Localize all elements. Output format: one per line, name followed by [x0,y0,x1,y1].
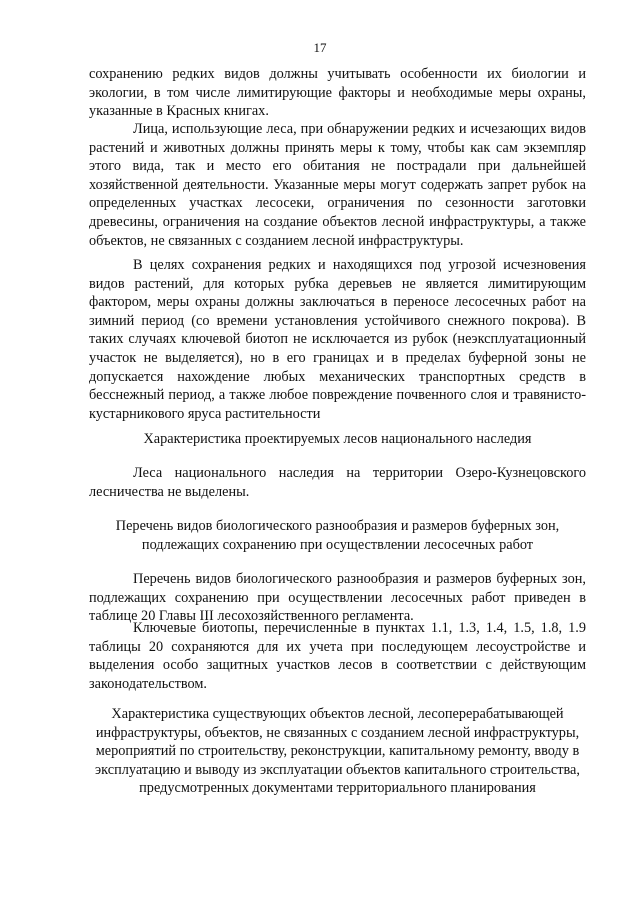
paragraph-winter-logging-measures: В целях сохранения редких и находящихся под угрозой исчезновения видов растений, для которых рубка деревьев не является лимитирующим фактором, меры охраны должны заключаться в переносе лесосечных работ на зимний период (со времени установления устойчивого снежного покрова). В таких случаях ключевой биотоп не исключается из рубок (неэксплуатационный участок не выделяется), но в его границах и в пределах буферной зоны не допускается нахождение любых механических транспортных средств в бесснежный период, а также любое повреждение почвенного слоя и травянисто-кустарникового яруса растительности [89,257,586,422]
heading-infrastructure-objects: Характеристика существующих объектов лесной, лесоперерабатывающей инфраструктуры, объектов, не связанных с созданием лесной инфраструктуры, мероприятий по строительству, реконструкции, капитальному ремонту, вводу в эксплуатацию и выводу из эксплуатации объектов капитального строительства, предусмотренных документами территориального планирования [95,706,580,797]
paragraph-forest-users-measures: Лица, использующие леса, при обнаружении редких и исчезающих видов растений и животных должны принять меры к тому, чтобы как сам экземпляр этого вида, так и место его обитания не пострадали при дальнейшей хозяйственной деятельности. Указанные меры могут содержать запрет рубок на определенных участках лесосеки, ограничения по сезонности заготовки древесины, ограничения на создание объектов лесной инфраструктуры, а также объектов, не связанных с созданием лесной инфраструктуры. [89,121,586,249]
paragraph-biodiversity-table-reference: Перечень видов биологического разнообразия и размеров буферных зон, подлежащих сохранению при осуществлении лесосечных работ приведен в таблице 20 Главы III лесохозяйственного регламента. [89,571,586,625]
heading-national-heritage-forests: Характеристика проектируемых лесов национального наследия [143,431,532,447]
heading-biodiversity-buffer-zones: Перечень видов биологического разнообразия и размеров буферных зон, подлежащих сохранению при осуществлении лесосечных работ [115,518,560,553]
paragraph-key-biotopes: Ключевые биотопы, перечисленные в пунктах 1.1, 1.3, 1.4, 1.5, 1.8, 1.9 таблицы 20 сохраняются для их учета при последующем лесоустройстве и выделения особо защитных участков лесов в соответствии с действующим законодательством. [89,620,586,692]
paragraph-rare-species-continuation: сохранению редких видов должны учитывать особенности их биологии и экологии, в том числе лимитирующие факторы и необходимые меры охраны, указанные в Красных книгах. [89,66,586,120]
page-number: 17 [313,40,327,55]
paragraph-heritage-forests-not-allocated: Леса национального наследия на территории Озеро-Кузнецовского лесничества не выделены. [89,465,586,500]
